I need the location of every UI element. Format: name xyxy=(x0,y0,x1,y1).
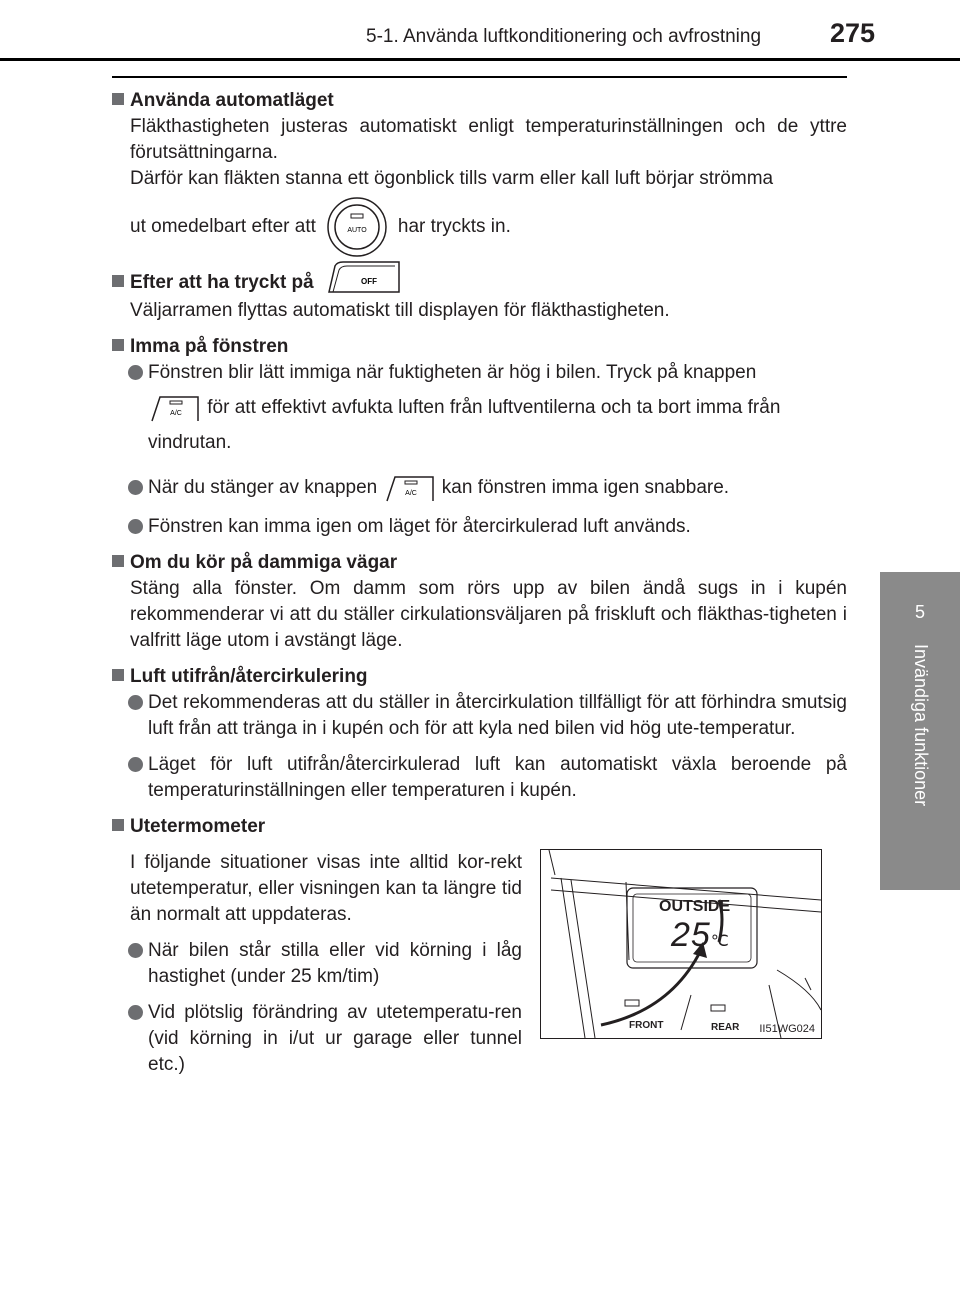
outside-label: OUTSIDE xyxy=(659,898,731,915)
outside-temperature-figure xyxy=(540,849,822,1039)
svg-text:OFF: OFF xyxy=(361,277,378,286)
off-button-icon xyxy=(319,258,403,298)
chapter-title: 5-1. Använda luftkonditionering och avfrostning xyxy=(366,26,762,47)
circle-bullet-icon xyxy=(128,480,143,495)
front-defrost-label: FRONT xyxy=(629,1020,664,1031)
page-header xyxy=(0,0,960,50)
fog-bullet-1: Fönstren blir lätt immiga när fuktigheten är hög i bilen. Tryck på knappen A/C för att effektivt avfukta luften från luftventilerna och ta bort imma från vindrutan. xyxy=(148,360,847,456)
square-bullet-icon xyxy=(112,339,124,351)
circle-bullet-icon xyxy=(128,365,143,380)
thermo-text: I följande situationer visas inte alltid kor-rekt utetemperatur, eller visningen kan ta längre tid än normalt att uppdateras. xyxy=(130,852,522,925)
header-rule xyxy=(0,58,960,61)
ac-button-icon xyxy=(148,393,202,423)
side-tab-label: Invändiga funktioner xyxy=(911,644,931,807)
fog-bullet-2: När du stänger av knappen A/C kan fönstren imma igen snabbare. xyxy=(148,466,847,510)
auto-text: Fläkthastigheten justeras automatiskt enligt temperaturinställningen och de yttre förutsättningarna. Därför kan fläkten stanna ett ögonblick tills varm eller kall luft börjar strömma xyxy=(130,116,847,189)
thermo-bullet-2: Vid plötslig förändring av utetemperatu-ren (vid körning in i/ut ur garage eller tunnel etc.) xyxy=(148,1000,522,1078)
circle-bullet-icon xyxy=(128,757,143,772)
svg-text:A/C: A/C xyxy=(404,489,417,497)
heading-thermo: Utetermometer xyxy=(112,814,847,840)
square-bullet-icon xyxy=(112,819,124,831)
dust-text: Stäng alla fönster. Om damm som rörs upp av bilen ändå sugs in i kupén rekommenderar vi att du ställer cirkulationsväljaren på friskluft och fläkthas-tigheten i valfritt läge utom i avstängt läge. xyxy=(130,578,847,651)
chapter-side-tab xyxy=(880,572,960,890)
off-text: Väljarramen flyttas automatiskt till displayen för fläkthastigheten. xyxy=(130,300,670,321)
heading-off: Efter att ha tryckt på OFF xyxy=(112,268,847,298)
heading-recirc: Luft utifrån/återcirkulering xyxy=(112,664,847,690)
square-bullet-icon xyxy=(112,275,124,287)
heading-dust: Om du kör på dammiga vägar xyxy=(112,550,847,576)
temperature-value: 25℃ xyxy=(671,916,730,954)
section-rule xyxy=(112,76,847,78)
square-bullet-icon xyxy=(112,669,124,681)
figure-code: II51WG024 xyxy=(759,1023,815,1035)
ac-button-icon xyxy=(383,473,437,503)
thermo-column xyxy=(112,850,522,1078)
fog-bullet-3: Fönstren kan imma igen om läget för återcirkulerad luft används. xyxy=(148,514,847,540)
svg-text:A/C: A/C xyxy=(170,410,182,417)
circle-bullet-icon xyxy=(128,943,143,958)
recirc-bullet-2: Läget för luft utifrån/återcirkulerad luft kan automatiskt växla beroende på temperaturinställningen eller temperaturen i kupén. xyxy=(148,752,847,804)
circle-bullet-icon xyxy=(128,695,143,710)
auto-text-2: ut omedelbart efter att AUTO har tryckts in. xyxy=(130,196,847,258)
side-tab-number: 5 xyxy=(914,602,925,622)
heading-fog: Imma på fönstren xyxy=(112,334,847,360)
square-bullet-icon xyxy=(112,93,124,105)
square-bullet-icon xyxy=(112,555,124,567)
page-number: 275 xyxy=(830,18,876,48)
circle-bullet-icon xyxy=(128,519,143,534)
svg-text:AUTO: AUTO xyxy=(347,227,367,234)
rear-defrost-label: REAR xyxy=(711,1022,740,1033)
thermo-bullet-1: När bilen står stilla eller vid körning i låg hastighet (under 25 km/tim) xyxy=(148,938,522,990)
recirc-bullet-1: Det rekommenderas att du ställer in återcirkulation tillfälligt för att förhindra smutsig luft från att tränga in i kupén och för att kyla ned bilen vid hög ute-temperatur. xyxy=(148,690,847,742)
heading-auto: Använda automatläget xyxy=(112,88,847,114)
auto-button-icon xyxy=(326,196,388,258)
circle-bullet-icon xyxy=(128,1005,143,1020)
